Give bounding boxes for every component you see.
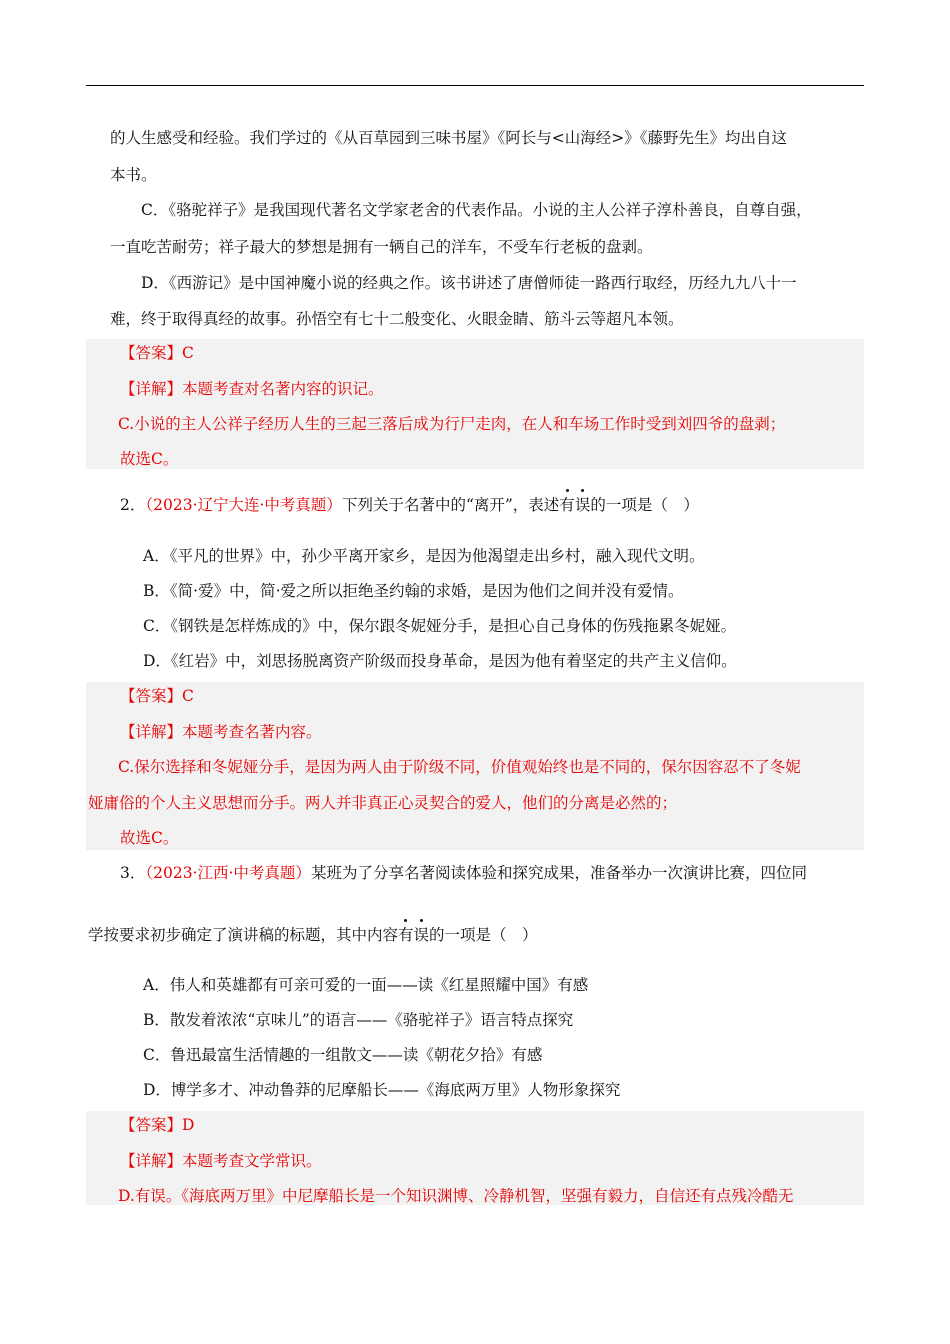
emphasis-dot-char: 有 <box>398 926 414 944</box>
detail-text: 本题考查对名著内容的识记。 <box>182 380 384 398</box>
stem-text: 的一项是（ ） <box>590 496 699 514</box>
intro-line-2: 本书。 <box>110 166 157 184</box>
detail-tag: 【详解】 <box>120 723 183 741</box>
question-3-stem-line-2 <box>88 924 538 946</box>
explain-2-line-2: 娅庸俗的个人主义思想而分手。两人并非真正心灵契合的爱人，他们的分离是必然的； <box>88 794 678 812</box>
question-3-stem-line-1 <box>120 862 807 884</box>
answer-3 <box>120 1114 194 1136</box>
header-rule <box>86 85 864 86</box>
detail-2 <box>120 721 322 743</box>
option-d-line-1: D．《西游记》是中国神魔小说的经典之作。该书讲述了唐僧师徒一路西行取经，历经九九八十一 <box>141 274 797 292</box>
option-c-line-2: 一直吃苦耐劳；祥子最大的梦想是拥有一辆自己的洋车，不受车行老板的盘剥。 <box>110 238 653 256</box>
emphasis-dot-char: 误 <box>574 496 591 514</box>
detail-tag: 【详解】 <box>120 380 183 398</box>
intro-line-1: 的人生感受和经验。我们学过的《从百草园到三味书屋》《阿长与<山海经>》《藤野先生》均出自这 <box>110 129 787 147</box>
stem-text: 下列关于名著中的“离开”，表述 <box>341 496 560 514</box>
option-c-line-1: C．《骆驼祥子》是我国现代著名文学家老舍的代表作品。小说的主人公祥子淳朴善良，自尊自强， <box>141 201 812 219</box>
detail-3 <box>120 1150 322 1172</box>
q2-option-d: D．《红岩》中，刘思扬脱离资产阶级而投身革命，是因为他有着坚定的共产主义信仰。 <box>143 652 737 670</box>
explain-1: C.小说的主人公祥子经历人生的三起三落后成为行尸走肉，在人和车场工作时受到刘四爷的盘剥； <box>118 415 786 433</box>
answer-tag: 【答案】 <box>120 344 183 362</box>
question-2-stem <box>120 494 699 516</box>
emphasis-dot-char: 误 <box>413 926 430 944</box>
answer-tag: 【答案】 <box>120 1116 183 1134</box>
detail-tag: 【详解】 <box>120 1152 183 1170</box>
conclusion-1: 故选C。 <box>120 450 179 468</box>
question-number: 2． <box>120 496 146 514</box>
answer-1 <box>120 342 194 364</box>
detail-text: 本题考查文学常识。 <box>182 1152 322 1170</box>
explain-2-line-1: C.保尔选择和冬妮娅分手，是因为两人由于阶级不同，价值观始终也是不同的，保尔因容忍不了冬妮 <box>118 758 801 776</box>
answer-2 <box>120 685 194 707</box>
conclusion-2: 故选C。 <box>120 829 179 847</box>
detail-1 <box>120 378 384 400</box>
q3-option-a: A．伟人和英雄都有可亲可爱的一面——读《红星照耀中国》有感 <box>143 976 589 994</box>
answer-value: C <box>182 344 194 362</box>
q3-option-d: D．博学多才、冲动鲁莽的尼摩船长——《海底两万里》人物形象探究 <box>143 1081 621 1099</box>
q3-option-c: C．鲁迅最富生活情趣的一组散文——读《朝花夕拾》有感 <box>143 1046 543 1064</box>
option-d-line-2: 难，终于取得真经的故事。孙悟空有七十二般变化、火眼金睛、筋斗云等超凡本领。 <box>110 310 684 328</box>
explain-3: D.有误。《海底两万里》中尼摩船长是一个知识渊博、冷静机智，坚强有毅力，自信还有点残冷酷无 <box>118 1187 794 1205</box>
stem-text: 的一项是（ ） <box>429 926 538 944</box>
stem-text: 学按要求初步确定了演讲稿的标题，其中内容 <box>88 926 399 944</box>
stem-text: 某班为了分享名著阅读体验和探究成果，准备举办一次演讲比赛，四位同 <box>310 864 807 882</box>
answer-box-1 <box>86 339 864 469</box>
answer-tag: 【答案】 <box>120 687 183 705</box>
question-source: （2023·辽宁大连·中考真题） <box>145 496 342 514</box>
question-source: （2023·江西·中考真题） <box>145 864 311 882</box>
q2-option-b: B．《简·爱》中，简·爱之所以拒绝圣约翰的求婚，是因为他们之间并没有爱情。 <box>143 582 684 600</box>
question-number: 3． <box>120 864 146 882</box>
q2-option-c: C．《钢铁是怎样炼成的》中，保尔跟冬妮娅分手，是担心自己身体的伤残拖累冬妮娅。 <box>143 617 737 635</box>
q3-option-b: B．散发着浓浓“京味儿”的语言——《骆驼祥子》语言特点探究 <box>143 1011 574 1029</box>
emphasis-dot-char: 有 <box>559 496 575 514</box>
detail-text: 本题考查名著内容。 <box>182 723 322 741</box>
answer-value: D <box>182 1116 195 1134</box>
q2-option-a: A．《平凡的世界》中，孙少平离开家乡，是因为他渴望走出乡村，融入现代文明。 <box>143 547 705 565</box>
answer-value: C <box>182 687 194 705</box>
